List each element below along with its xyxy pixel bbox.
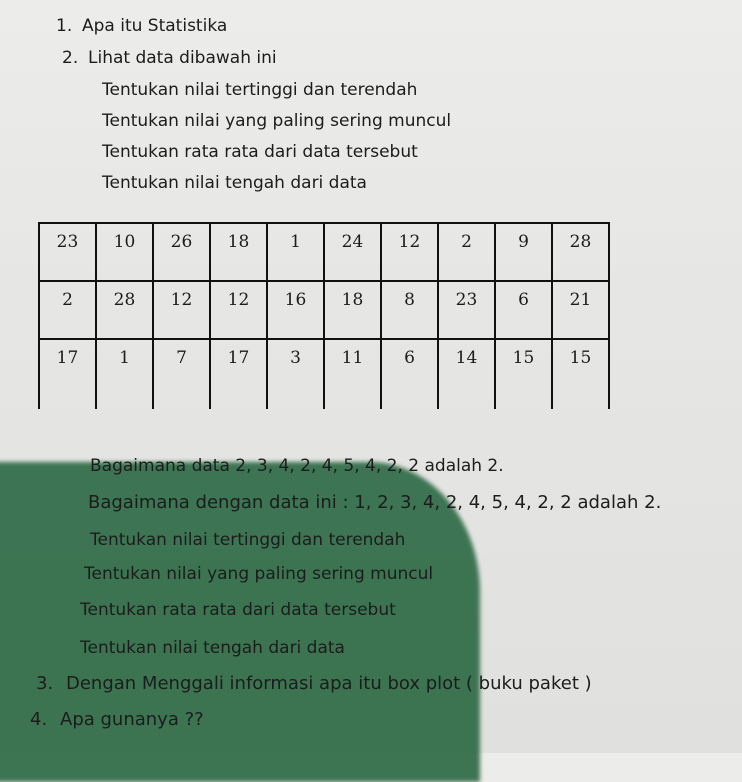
question-1: 1. Apa itu Statistika bbox=[56, 16, 228, 36]
table-cell: 16 bbox=[267, 281, 324, 339]
table-cell: 17 bbox=[210, 339, 267, 409]
extra-line: Tentukan rata rata dari data tersebut bbox=[80, 600, 396, 620]
table-cell: 9 bbox=[495, 223, 552, 281]
table-cell: 3 bbox=[267, 339, 324, 409]
table-cell: 12 bbox=[210, 281, 267, 339]
data-table bbox=[38, 222, 610, 409]
table-cell: 18 bbox=[210, 223, 267, 281]
table-cell: 2 bbox=[39, 281, 96, 339]
table-cell: 15 bbox=[552, 339, 609, 409]
table-cell: 1 bbox=[267, 223, 324, 281]
question-2-sub: Tentukan rata rata dari data tersebut bbox=[102, 142, 418, 162]
table-cell: 11 bbox=[324, 339, 381, 409]
question-2-sub: Tentukan nilai tengah dari data bbox=[102, 173, 367, 193]
extra-line: Bagaimana data 2, 3, 4, 2, 4, 5, 4, 2, 2 adalah 2. bbox=[90, 456, 504, 476]
question-3: 3. Dengan Menggali informasi apa itu box plot ( buku paket ) bbox=[36, 673, 592, 694]
table-cell: 21 bbox=[552, 281, 609, 339]
question-2-sub: Tentukan nilai tertinggi dan terendah bbox=[102, 80, 418, 100]
question-2-sub: Tentukan nilai yang paling sering muncul bbox=[102, 111, 452, 131]
table-cell: 12 bbox=[153, 281, 210, 339]
extra-line: Tentukan nilai tengah dari data bbox=[80, 638, 345, 658]
table-cell: 8 bbox=[381, 281, 438, 339]
table-cell: 15 bbox=[495, 339, 552, 409]
question-4: 4. Apa gunanya ?? bbox=[30, 709, 204, 730]
table-cell: 24 bbox=[324, 223, 381, 281]
table-cell: 14 bbox=[438, 339, 495, 409]
extra-line: Bagaimana dengan data ini : 1, 2, 3, 4, 2, 4, 5, 4, 2, 2 adalah 2. bbox=[88, 492, 662, 513]
table-cell: 23 bbox=[39, 223, 96, 281]
table-cell: 26 bbox=[153, 223, 210, 281]
table-cell: 10 bbox=[96, 223, 153, 281]
table-cell: 6 bbox=[381, 339, 438, 409]
extra-line: Tentukan nilai tertinggi dan terendah bbox=[90, 530, 406, 550]
table-cell: 28 bbox=[96, 281, 153, 339]
table-cell: 18 bbox=[324, 281, 381, 339]
table-cell: 7 bbox=[153, 339, 210, 409]
table-cell: 12 bbox=[381, 223, 438, 281]
question-2: 2. Lihat data dibawah ini bbox=[62, 48, 277, 68]
extra-line: Tentukan nilai yang paling sering muncul bbox=[84, 564, 434, 584]
table-cell: 6 bbox=[495, 281, 552, 339]
table-cell: 17 bbox=[39, 339, 96, 409]
table-row bbox=[39, 281, 609, 339]
table-row bbox=[39, 223, 609, 281]
table-cell: 2 bbox=[438, 223, 495, 281]
table-cell: 1 bbox=[96, 339, 153, 409]
table-row bbox=[39, 339, 609, 409]
table-cell: 28 bbox=[552, 223, 609, 281]
table-cell: 23 bbox=[438, 281, 495, 339]
